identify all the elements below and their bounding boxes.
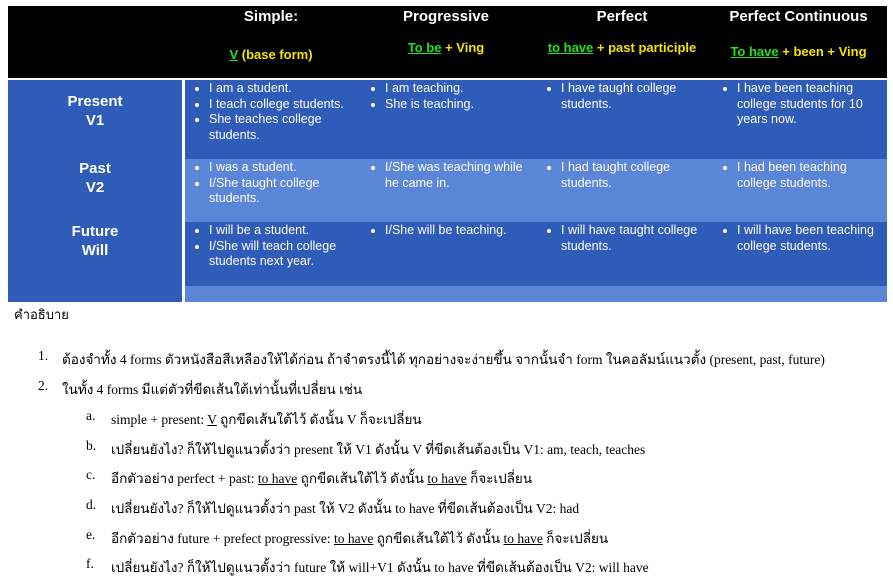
cell-present-perfect-continuous — [713, 81, 885, 128]
table-header — [8, 6, 887, 78]
row-label-past — [8, 159, 182, 197]
list-number: 2. — [38, 378, 49, 393]
row-label-line: V1 — [85, 112, 105, 129]
note-text: เปลี่ยนยังไง? ก็ให้ไปดูแนวตั้งว่า present ให้ V1 ดังนั้น V ที่ขีดเส้นต้องเป็น V1: am, teach, teaches — [111, 442, 646, 457]
form-rest: + been + Ving — [778, 44, 867, 59]
list-item: • I had been teaching college students. — [737, 160, 885, 191]
header-title: Perfect Continuous — [729, 8, 868, 25]
header-form — [184, 47, 358, 62]
text: ก็จะเปลี่ยน — [542, 531, 609, 546]
list-item: • I will have taught college students. — [561, 223, 709, 254]
form-underlined: V — [229, 47, 239, 62]
list-item: • I will have been teaching college students. — [737, 223, 885, 254]
list-letter: c. — [86, 467, 96, 482]
header-perfect — [534, 6, 710, 78]
list-letter: a. — [86, 408, 96, 423]
row-label-line: Will — [81, 242, 109, 259]
note-text: เปลี่ยนยังไง? ก็ให้ไปดูแนวตั้งว่า past ให้ V2 ดังนั้น to have ที่ขีดเส้นต้องเป็น V2: had — [111, 501, 580, 516]
note-text — [111, 408, 422, 430]
header-title: Perfect — [596, 8, 648, 25]
cell-future-perfect — [537, 223, 709, 254]
header-title: Simple: — [243, 8, 299, 25]
list-item: • I/She will teach college students next year. — [209, 239, 359, 270]
note-text: ต้องจำทั้ง 4 forms ตัวหนังสือสีเหลืองให้ได้ก่อน ถ้าจำตรงนี้ได้ ทุกอย่างจะง่ายขึ้น จากนั้นจำ form ในคอลัมน์แนวตั้ง (present, past, future) — [62, 352, 825, 367]
form-rest: (base form) — [238, 47, 313, 62]
underlined-term: to have — [427, 471, 467, 486]
note-text — [111, 527, 608, 549]
list-letter: b. — [86, 438, 97, 453]
list-item: • I was a student. — [209, 160, 359, 176]
tense-table — [8, 6, 887, 302]
row-label-line: V2 — [85, 179, 105, 196]
row-label-line: Past — [79, 160, 111, 177]
cell-future-perfect-continuous — [713, 223, 885, 254]
underlined-term: V — [207, 412, 217, 427]
note-text: เปลี่ยนยังไง? ก็ให้ไปดูแนวตั้งว่า future ให้ will+V1 ดังนั้น to have ที่ขีดเส้นต้องเป็น V2: will have — [111, 560, 649, 575]
cell-present-perfect — [537, 81, 709, 112]
header-title: Progressive — [403, 8, 489, 25]
header-form — [534, 40, 710, 55]
cell-future-simple — [185, 223, 359, 270]
row-label-line: Future — [71, 223, 119, 240]
header-progressive — [358, 6, 534, 78]
underlined-term: to have — [257, 471, 298, 486]
underlined-term: to have — [503, 531, 543, 546]
form-underlined: To have — [730, 44, 779, 59]
list-item: • I have been teaching college students for 10 years now. — [737, 81, 885, 128]
list-item: • I am a student. — [209, 81, 359, 97]
underlined-term: to have — [334, 531, 374, 546]
form-underlined: to have — [547, 40, 594, 55]
cell-past-simple — [185, 160, 359, 207]
text: อีกตัวอย่าง future + prefect progressive: — [111, 531, 334, 546]
list-item: • She teaches college students. — [209, 112, 359, 143]
list-letter: f. — [86, 556, 94, 571]
list-item: • I/She was teaching while he came in. — [385, 160, 535, 191]
list-item: • I am teaching. — [385, 81, 535, 97]
text: ถูกขีดเส้นใต้ไว้ ดังนั้น — [373, 531, 504, 546]
cell-present-progressive — [361, 81, 535, 112]
list-number: 1. — [38, 348, 49, 363]
list-item: • I/She taught college students. — [209, 176, 359, 207]
header-form — [710, 44, 887, 59]
list-letter: d. — [86, 497, 97, 512]
text: ถูกขีดเส้นใต้ไว้ ดังนั้น — [297, 471, 428, 486]
form-underlined: To be — [407, 40, 442, 55]
list-item: • I teach college students. — [209, 97, 359, 113]
note-text — [111, 467, 532, 489]
cell-past-perfect — [537, 160, 709, 191]
text: simple + present: — [111, 412, 208, 427]
cell-past-perfect-continuous — [713, 160, 885, 191]
cell-past-progressive — [361, 160, 535, 191]
list-item: • I had taught college students. — [561, 160, 709, 191]
list-item: • She is teaching. — [385, 97, 535, 113]
row-label-line: Present — [67, 93, 123, 110]
row-band-empty — [185, 286, 887, 302]
header-simple — [184, 6, 358, 78]
list-item: • I/She will be teaching. — [385, 223, 535, 239]
header-form — [358, 40, 534, 55]
list-item: • I have taught college students. — [561, 81, 709, 112]
row-label-present — [8, 92, 182, 130]
form-rest: + Ving — [441, 40, 485, 55]
text: ก็จะเปลี่ยน — [466, 471, 533, 486]
form-rest: + past participle — [593, 40, 697, 55]
list-letter: e. — [86, 527, 96, 542]
list-item: • I will be a student. — [209, 223, 359, 239]
header-perfect-continuous — [710, 6, 887, 78]
row-label-future — [8, 222, 182, 260]
cell-future-progressive — [361, 223, 535, 239]
text: ถูกขีดเส้นใต้ไว้ ดังนั้น V ก็จะเปลี่ยน — [216, 412, 422, 427]
text: อีกตัวอย่าง perfect + past: — [111, 471, 258, 486]
note-text: ในทั้ง 4 forms มีแต่ตัวที่ขีดเส้นใต้เท่านั้นที่เปลี่ยน เช่น — [62, 382, 363, 397]
cell-present-simple — [185, 81, 359, 143]
caption: คำอธิบาย — [14, 308, 69, 323]
